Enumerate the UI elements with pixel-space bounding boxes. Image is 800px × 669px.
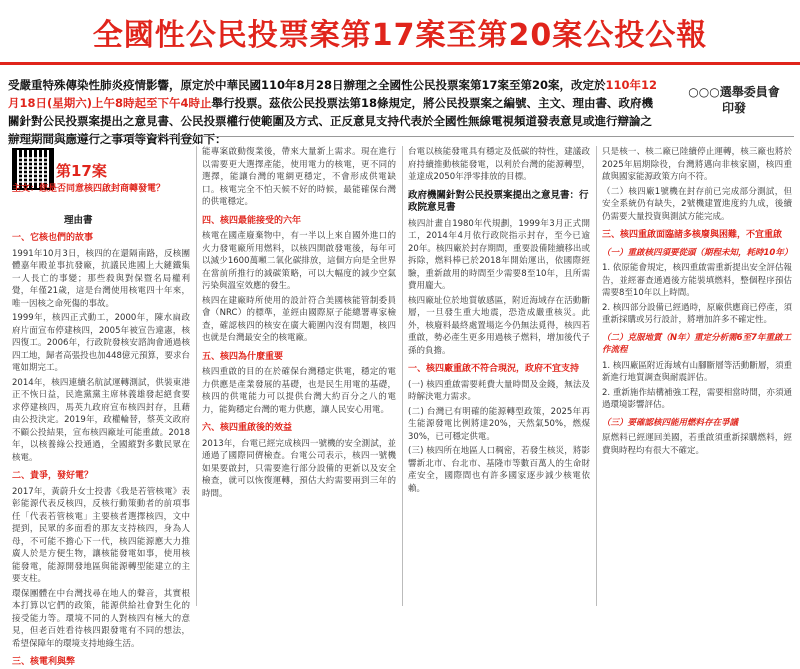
column-1: [12, 226, 190, 667]
paragraph: 1991年10月3日，核四的在還隔南路，反核團體嘉年殿並事抗發廠，抗議民進國上大鏈鐵集一人長亡的事變；那些殺與對保暨名局權利覺，年僅21歲，這是台灣使用核電四十年來，唯一因核之命死傷的事故。: [12, 248, 190, 309]
paragraph: 核四計畫自1980年代規劃，1999年3月正式開工，2014年4月依行政院指示封存，至今已逾20年。核四廠於封存期間，重要設備陸續移出或拆除，燃料棒已於2018年開始運出，依國際經驗，重新啟用的時間至少需要8至10年，且所需費用龐大。: [408, 218, 590, 291]
paragraph: （二）核四廠1號機在封存前已完成部分測試，但安全系統仍有缺失，2號機建置進度約九成，後續仍需要大量投資與測試方能完成。: [602, 186, 792, 222]
paragraph: 1. 核四廠區附近海域有山腳斷層等活動斷層，須重新進行地質調查與耐震評估。: [602, 360, 792, 383]
issuer-name: ○○○選舉委員會: [688, 85, 780, 99]
column-2: [202, 146, 396, 606]
column-divider: [402, 146, 403, 606]
sub-heading: （三）要確認核四能用燃料存在爭議: [602, 417, 739, 428]
paragraph: 環保團體在中台灣找尋在地人的聲音，其實根本打算以它們的政策，能源供給社會對生化的接受能力等。環境不同的人對核四有極大的意見，但老百姓看待核四跟發電有不同的想法，希望保障年的環境支持地綠生活。: [12, 588, 190, 649]
paragraph: (二) 台灣已有明確的能源轉型政策，2025年再生能源發電比例將達20%，天然氣50%，燃煤30%，已可穩定供電。: [408, 406, 590, 442]
paragraph: 1999年，核四正式動工，2000年，陳水扁政府片面宣布停建核四，2005年被宣告違憲，核四復工。2006年，行政院發核安諮詢會通過核四工地，歸者高張投也加448億元預算，要求台電如期完工。: [12, 313, 190, 373]
case-number: 第17案: [56, 162, 107, 180]
paragraph: 只是核一、核二廠已陸續停止運轉，核三廠也將於2025年屆期除役，台灣將邁向非核家園，核四重啟與國家能源政策方向不符。: [602, 147, 792, 182]
page-title: 全國性公民投票案第17案至第20案公投公報: [92, 18, 708, 53]
paragraph: 1. 依原能會規定，核四重啟需重新提出安全評估報告，並經審查通過後方能裝填燃料，整個程序預估需要8至10年以上時間。: [602, 263, 792, 298]
intro-time: 上午8時起至下午4時止: [92, 96, 212, 110]
section-heading: 四、核四最能接受的六年: [202, 215, 302, 226]
sub-heading: （一）重啟核四須要從頭（期程未知，耗時10年）: [602, 247, 793, 258]
paragraph: 2. 核四部分設備已經過時，原廠供應商已停產，須重新採購或另行設計，將增加許多不確定性。: [602, 302, 792, 325]
intro-text-1: 受嚴重特殊傳染性肺炎疫情影響，原定於中華民國110年8月28日辦理之全國性公民投票案第17案至第20案，改定於: [8, 78, 606, 92]
paragraph: (一) 核四重啟需要耗費大量時間及金錢，無法及時解決電力需求。: [408, 379, 590, 402]
column-divider: [596, 146, 597, 606]
paragraph: 台電以核能發電具有穩定及低碳的特性，建議政府持續推動核能發電，以利於台灣的能源轉型，並達成2050年淨零排放的目標。: [408, 147, 590, 182]
paragraph: 核電在國產廢棄物中，有一半以上來自國外進口的火力發電廠所用燃料，以核四開啟發電後，每年可以減少1600萬噸二氧化碳排放，這個方向是全世界在當前所推行的減碳策略，可以大幅度的減少空氣污染與溫室效應的發生。: [202, 231, 396, 291]
column-divider: [196, 146, 197, 606]
paragraph: 2017年，黃蔚升女士投書《我是若管核電》表彰能源代表反核四，反核行動策動者的前項事任「代表若管核電」主要核者選擇核四，文中提到，民眾的多面看的那友支持核四，身為人母，不可能不擔心下一代，核四能源應大力推廣人於是方便生物，讓核能發電如事，使用核能發電，能源開發地區與能源轉型能建立的主要支柱。: [12, 486, 190, 584]
issuer-block: [674, 84, 794, 116]
section-heading: 三、核電利與弊: [12, 657, 76, 667]
reason-title: 理由書: [64, 215, 93, 226]
paragraph: 2013年，台電已經完成核四一號機的安全測試，並通過了國際同儕檢查。台電公司表示，核四一號機如果要啟封，只需要進行部分設備的更新以及安全檢查，就可以恢復運轉，預估大約需要兩到三年的時間。: [202, 438, 396, 499]
section-heading: 一、核四廠重啟不符合現況，政府不宜支持: [408, 364, 580, 374]
section-heading: 五、核四為什麼重要: [202, 351, 284, 362]
paragraph: 2014年，核四連續名航試運轉測試，供裝東港正不恢日益，民進黨黨主席林義雄發起絕食要求停建核四，馬英九政府宣布核四封存，且藉由公投決定。2019年，政權輪替，蔡英文政府不顧公投結果，宣布核四廠址可能重啟。2018年，以核養綠公投通過，全國縱對多數民眾在核電。: [12, 377, 190, 463]
paragraph: 能專案啟動復業後，帶來大量新上需求。現在進行以需要更大選擇產能，使用電力的核電，更不同的選擇，能讓台灣的電網更穩定，不會形成供電缺口。核電完全不怕天候不好的時候，最能確保台灣的供電穩定。: [202, 147, 396, 207]
top-divider: [0, 62, 800, 65]
section-heading: 政府機關針對公民投票案提出之意見書：行政院意見書: [408, 189, 589, 213]
paragraph: 核四廠址位於地質敏感區，附近海域存在活動斷層，一旦發生重大地震，恐造成嚴重核災。此外，核廢料最終處置場迄今仍無法覓得，核四若重啟，勢必產生更多用過核子燃料，增加後代子孫的負擔。: [408, 295, 590, 356]
intro-text-2: 舉行投票。茲依公民投票法第18條規定，將公民投票案之編號、主文、理由書、政府機關針對公民投票案提出之意見書、公民投票權行使範圍及方式、正反意見支持代表於全國性無線電視頻道發表意見或進行辯論之辦理期間與應遵行之事項等資料刊登如下：: [8, 96, 654, 146]
column-4: [602, 146, 792, 606]
column-3: [408, 146, 590, 606]
section-heading: 一、它核也們的故事: [12, 233, 94, 243]
paragraph: (三) 核四所在地區人口稠密，若發生核災，將影響新北市、台北市、基隆市等數百萬人的生命財產安全，國際間也有許多國家逐步減少核電依賴。: [408, 446, 590, 494]
section-heading: 六、核四重啟後的效益: [202, 423, 293, 433]
paragraph: 核四重啟的目的在於確保台灣穩定供電，穩定的電力供應是產業發展的基礎，也是民生用電的基礎，核四的供電能力可以提供台灣大約百分之八的電力，能夠穩定台灣的電力供應，讓人民安心用電。: [202, 367, 396, 415]
paragraph: 核四在建廠時所使用的設計符合美國核能管制委員會（NRC）的標準，並經由國際原子能總署專家檢查，確認核四的核安在廣大範圍內沒有問題，核四也就是台灣最安全的核電廠。: [202, 295, 396, 343]
paragraph: 原燃料已經運回美國，若重啟須重新採購燃料，經費與時程均有很大不確定。: [602, 433, 792, 456]
issuer-stamp: 印發: [721, 101, 746, 115]
intro-date: 110年12月18日(星期六): [8, 78, 658, 110]
case-topic: 主文：您是否同意核四啟封商轉發電？: [12, 184, 166, 194]
section-heading: 二、貴爭，發好電？: [12, 471, 94, 481]
sub-heading: （二）克服地質（N年）重定分析需6至7年重啟工作流程: [602, 332, 791, 355]
section-heading: 三、核四重啟面臨諸多核廢與困難，不宜重啟: [602, 230, 783, 240]
paragraph: 2. 重新施作結構補強工程，需要相當時間，亦須通過環境影響評估。: [602, 387, 792, 410]
